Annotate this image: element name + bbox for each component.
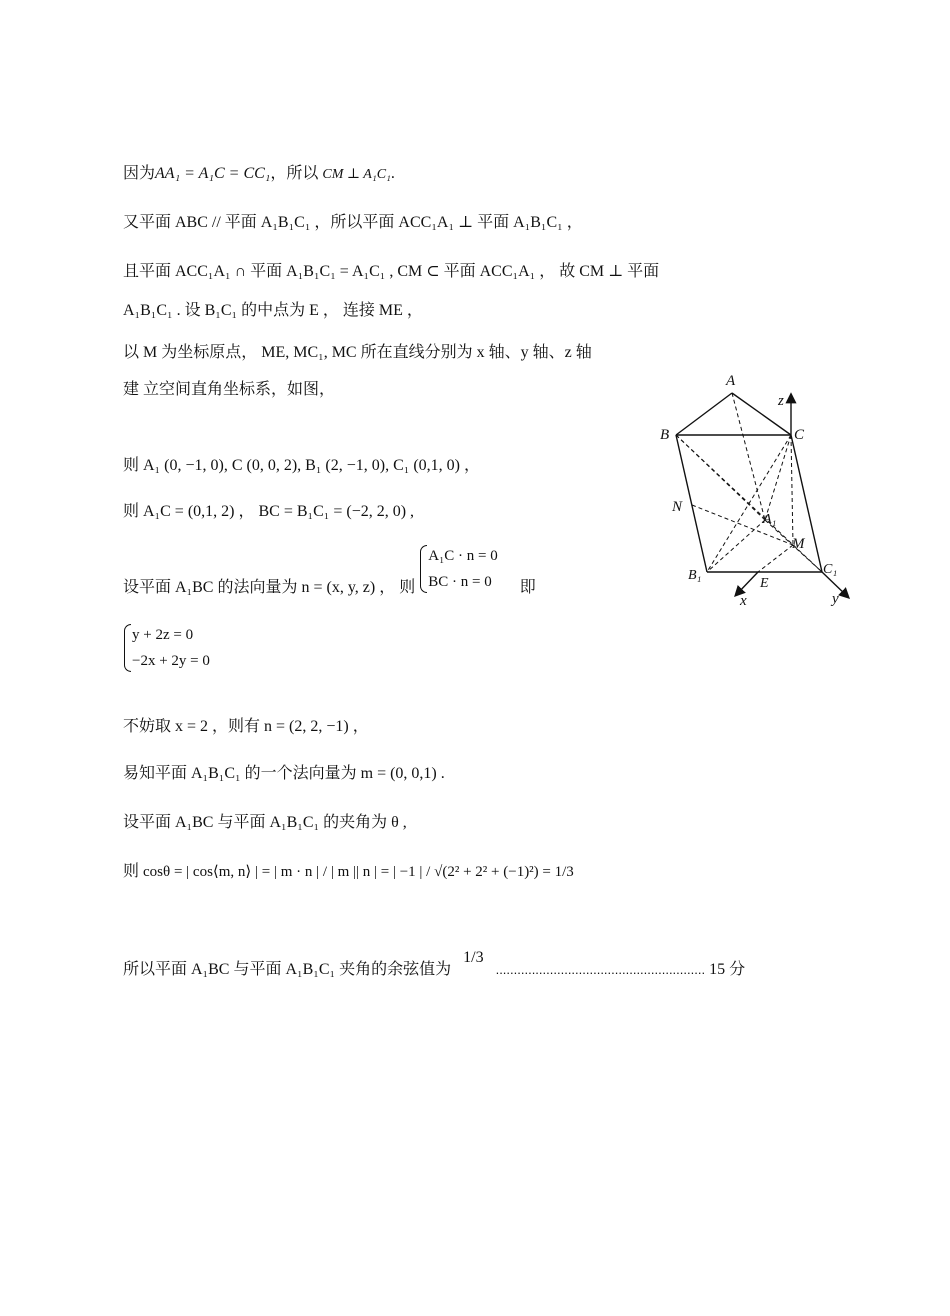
system-row: A₁C · n = 0: [428, 548, 498, 564]
label-A: A: [726, 373, 736, 389]
text: 设平面 A₁BC 的法向量为 n = (x, y, z) ， 则: [123, 579, 416, 596]
text: 则: [123, 863, 140, 880]
label-C: C: [794, 427, 805, 443]
label-C1: C₁: [823, 562, 838, 577]
line-14: [123, 862, 574, 882]
line-13: 设平面 A₁BC 与平面 A₁B₁C₁ 的夹角为 θ ,: [123, 814, 407, 831]
line-11: 不妨取 x = 2 ，则有 n = (2, 2, −1) ，: [123, 718, 369, 735]
label-y: y: [832, 591, 839, 607]
x-axis: [736, 572, 758, 595]
label-B1: B₁: [688, 568, 702, 583]
edge-CA1: [765, 435, 791, 520]
edge-CB1: [707, 435, 791, 572]
equation-system: [123, 622, 210, 674]
text: ，所以: [270, 165, 319, 182]
text: .: [390, 165, 395, 182]
edge-BA1: [676, 435, 765, 520]
line-2: 又平面 ABC // 平面 A₁B₁C₁ ，所以平面 ACC₁A₁ ⊥ 平面 A₁B₁C₁ ，: [123, 214, 583, 231]
text: 因为: [123, 165, 156, 182]
line-12: 易知平面 A₁B₁C₁ 的一个法向量为 m = (0, 0,1) .: [123, 765, 445, 782]
line-6: 建 立空间直角坐标系，如图，: [123, 381, 336, 398]
label-x: x: [740, 593, 747, 609]
line-3: 且平面 ACC₁A₁ ∩ 平面 A₁B₁C₁ = A₁C₁ , CM ⊂ 平面 ACC₁A₁ ， 故 CM ⊥ 平面: [123, 263, 660, 280]
relation: CM ⊥ A₁C₁: [322, 167, 391, 182]
text: 所以平面 A₁BC 与平面 A₁B₁C₁ 夹角的余弦值为: [123, 961, 452, 978]
line-4: A₁B₁C₁ . 设 B₁C₁ 的中点为 E ， 连接 ME ，: [123, 302, 423, 319]
equation-system-1: [419, 543, 498, 595]
line-9: [123, 543, 536, 601]
line-8: 则 A₁C = (0,1, 2) ， BC = B₁C₁ = (−2, 2, 0) ,: [123, 503, 415, 520]
text: 即: [519, 579, 536, 596]
line-7: 则 A₁ (0, −1, 0), C (0, 0, 2), B₁ (2, −1, 0), C₁ (0,1, 0) ，: [123, 457, 480, 474]
label-A1: A₁: [763, 512, 777, 527]
label-N: N: [672, 499, 683, 515]
line-1: [123, 164, 395, 185]
edge-ME: [758, 545, 793, 572]
cos-formula: cosθ = | cos⟨m, n⟩ | = | m · n | / | m || n | = | −1 | / √(2² + 2² + (−1)²) = 1/3: [143, 864, 574, 880]
label-M: M: [792, 536, 805, 552]
edge-A1B1: [707, 520, 765, 572]
edge-AA1: [732, 393, 765, 520]
label-B: B: [660, 427, 670, 443]
prism-figure: [660, 365, 860, 615]
edge-BA: [676, 393, 732, 435]
system-row: −2x + 2y = 0: [132, 653, 210, 669]
edge-CM: [791, 435, 793, 545]
system-row: BC · n = 0: [428, 574, 492, 590]
label-z: z: [778, 393, 784, 409]
edge-NM: [692, 505, 793, 545]
line-5: 以 M 为坐标原点， ME, MC₁, MC 所在直线分别为 x 轴、y 轴、z 轴: [123, 344, 592, 361]
system-row: y + 2z = 0: [132, 627, 194, 643]
score: 15 分: [709, 961, 746, 978]
equation: AA₁ = A₁C = CC₁: [155, 165, 271, 182]
answer-fraction: 1/3: [463, 949, 484, 966]
equation-system-2: [123, 622, 210, 674]
label-E: E: [760, 576, 769, 591]
dot-leader: ..........................................................: [495, 962, 706, 977]
line-15: [123, 948, 745, 980]
